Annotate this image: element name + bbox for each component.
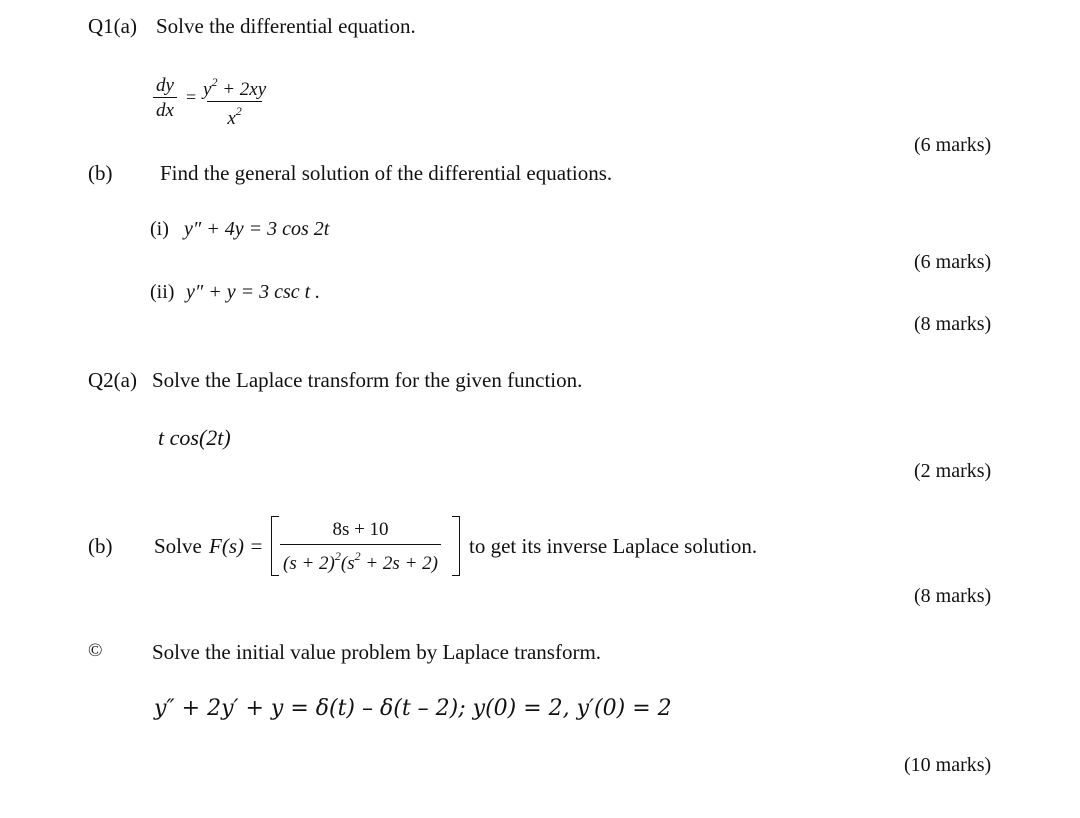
q2b-solve-word: Solve: [154, 534, 202, 558]
q1a-rhs-numerator: $y^2 + 2xy$: [203, 75, 267, 100]
q1a-prompt: Solve the differential equation.: [156, 14, 416, 38]
q1a-equals: =: [186, 87, 197, 107]
q2a-label: Q2(a): [88, 368, 137, 392]
q1b-ii-marks: (8 marks): [914, 313, 992, 335]
q2b-lhs: F(s) =: [209, 534, 264, 558]
q1b-i-equation: y″ + 4y = 3 cos 2t: [184, 218, 330, 240]
q2b-label: (b): [88, 534, 113, 558]
q2b-right-bracket: [452, 516, 460, 576]
q2a-marks: (2 marks): [914, 460, 992, 482]
q1a-rhs-fraction: [200, 76, 269, 128]
q2c-equation: y″ + 2y′ + y = δ(t) – δ(t – 2); y(0) = 2, y′(0) = 2: [154, 696, 672, 721]
q2a-prompt: Solve the Laplace transform for the given function.: [152, 368, 583, 392]
q2b-denominator: $(s + 2)^2(s^2 + 2s + 2)$: [280, 544, 441, 573]
q2b-numerator: 8s + 10: [332, 519, 389, 540]
q2b-fraction: [280, 520, 441, 573]
q2b-suffix: to get its inverse Laplace solution.: [469, 534, 758, 558]
q2c-marks: (10 marks): [904, 754, 992, 776]
q2a-expression: t cos(2t): [158, 425, 231, 450]
q1b-i-label: (i): [150, 218, 169, 240]
q1b-ii-equation: y″ + y = 3 csc t .: [186, 281, 321, 303]
q2b-marks: (8 marks): [914, 585, 992, 607]
q2c-prompt: Solve the initial value problem by Laplace transform.: [152, 640, 602, 664]
q1a-lhs-denominator: dx: [153, 97, 177, 120]
q1b-prompt: Find the general solution of the differential equations.: [160, 161, 613, 185]
q1b-i-marks: (6 marks): [914, 251, 992, 273]
q1a-rhs-denominator: $x^2$: [207, 101, 261, 128]
q1b-label: (b): [88, 161, 113, 185]
q2c-label: ©: [88, 640, 103, 661]
q1a-label: Q1(a): [88, 14, 137, 38]
q1a-lhs-fraction: [153, 76, 177, 120]
q1a-lhs-numerator: dy: [156, 75, 174, 96]
q1b-ii-label: (ii): [150, 281, 175, 303]
q1a-marks: (6 marks): [914, 134, 992, 156]
q2b-left-bracket: [271, 516, 279, 576]
